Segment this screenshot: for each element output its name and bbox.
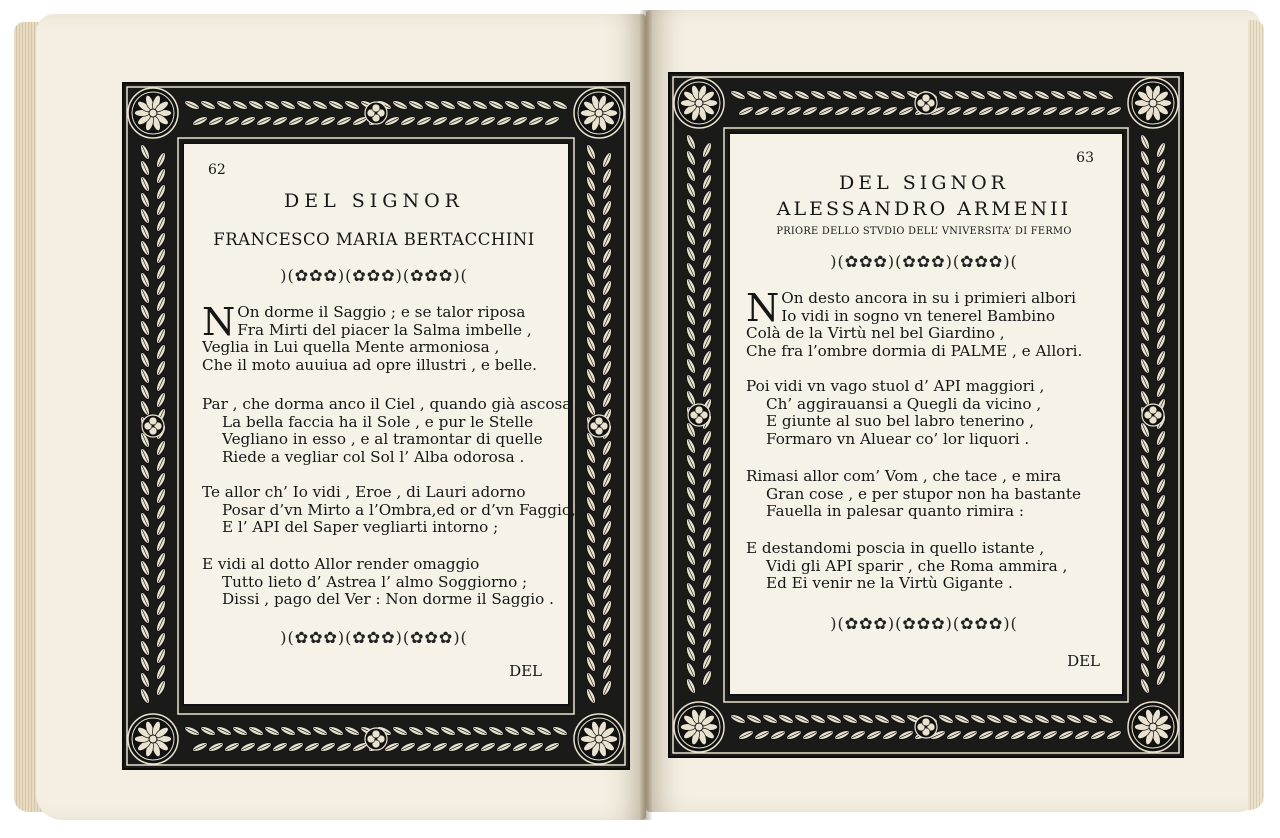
verse-line: La bella faccia ha il Sole , e pur le Stelle bbox=[222, 412, 534, 431]
verse-line: Ch’ aggirauansi a Quegli da vicino , bbox=[766, 394, 1042, 413]
verse-line: Io vidi in sogno vn tenerel Bambino bbox=[781, 306, 1056, 325]
verse-line: Posar d’vn Mirto a l’Ombra,ed or d’vn Faggio, bbox=[222, 500, 576, 519]
stanza bbox=[202, 484, 576, 537]
verse-line: Tutto lieto d’ Astrea l’ almo Soggiorno ; bbox=[222, 572, 528, 591]
verse-line: Fra Mirti del piacer la Salma imbelle , bbox=[237, 320, 532, 339]
left-page-content bbox=[186, 146, 576, 698]
stanza bbox=[202, 556, 554, 609]
verse-line: Che il moto auuiua ad opre illustri , e belle. bbox=[202, 355, 537, 374]
ornament-divider: )(✿✿✿)(✿✿✿)(✿✿✿)( bbox=[280, 266, 468, 285]
verse-line: Colà de la Virtù nel bel Giardino , bbox=[746, 324, 1005, 343]
verse-line: Par , che dorma anco il Ciel , quando già ascosa bbox=[202, 395, 572, 413]
verse-line: Ed Ei venir ne la Virtù Gigante . bbox=[766, 574, 1013, 593]
verse-line: On desto ancora in su i primieri albori bbox=[781, 289, 1076, 307]
page-number: 63 bbox=[1076, 150, 1094, 166]
stanza bbox=[746, 378, 1044, 448]
author-title: PRIORE DELLO STVDIO DELL’ VNIVERSITA’ DI FERMO bbox=[776, 226, 1072, 237]
ornament-divider: )(✿✿✿)(✿✿✿)(✿✿✿)( bbox=[830, 614, 1018, 633]
stanza bbox=[202, 300, 537, 374]
catchword: DEL bbox=[1067, 652, 1100, 670]
catchword: DEL bbox=[509, 662, 542, 680]
ornament-divider: )(✿✿✿)(✿✿✿)(✿✿✿)( bbox=[280, 628, 468, 647]
verse-line: E vidi al dotto Allor render omaggio bbox=[202, 555, 480, 573]
stanza bbox=[746, 468, 1081, 521]
verse-line: On dorme il Saggio ; e se talor riposa bbox=[237, 303, 526, 321]
verse-line: Te allor ch’ Io vidi , Eroe , di Lauri adorno bbox=[202, 483, 526, 501]
drop-cap: N bbox=[746, 286, 780, 330]
heading: DEL SIGNOR bbox=[839, 172, 1009, 194]
verse-line: Riede a vegliar col Sol l’ Alba odorosa . bbox=[222, 447, 525, 466]
verse-line: E destandomi poscia in quello istante , bbox=[746, 539, 1045, 557]
drop-cap: N bbox=[202, 300, 236, 344]
verse-line: E giunte al suo bel labro tenerino , bbox=[766, 412, 1035, 431]
page-edges-right bbox=[1248, 20, 1264, 810]
verse-line: Rimasi allor com’ Vom , che tace , e mira bbox=[746, 467, 1062, 485]
author-name: ALESSANDRO ARMENII bbox=[776, 198, 1072, 220]
verse-line: Vegliano in esso , e al tramontar di quelle bbox=[222, 430, 543, 449]
verse-line: Fauella in palesar quanto rimira : bbox=[766, 502, 1025, 521]
ornament-divider: )(✿✿✿)(✿✿✿)(✿✿✿)( bbox=[830, 252, 1018, 271]
verse-line: E l’ API del Saper vegliarti intorno ; bbox=[222, 518, 499, 537]
verse-line: Che fra l’ombre dormia di PALME , e Allori. bbox=[746, 341, 1083, 360]
verse-line: Dissi , pago del Ver : Non dorme il Saggio . bbox=[222, 590, 554, 609]
stanza bbox=[746, 286, 1083, 360]
stanza bbox=[202, 396, 571, 466]
right-page-content bbox=[732, 136, 1116, 688]
author-name: FRANCESCO MARIA BERTACCHINI bbox=[213, 230, 535, 249]
book-gutter bbox=[640, 10, 652, 820]
stanza bbox=[746, 540, 1067, 593]
heading: DEL SIGNOR bbox=[284, 190, 464, 212]
verse-line: Formaro vn Aluear co’ lor liquori . bbox=[766, 429, 1030, 448]
verse-line: Veglia in Lui quella Mente armoniosa , bbox=[202, 338, 500, 357]
verse-line: Poi vidi vn vago stuol d’ API maggiori , bbox=[746, 377, 1045, 395]
verse-line: Vidi gli API sparir , che Roma ammira , bbox=[766, 556, 1068, 575]
page-number: 62 bbox=[208, 162, 226, 178]
verse-line: Gran cose , e per stupor non ha bastante bbox=[766, 484, 1082, 503]
